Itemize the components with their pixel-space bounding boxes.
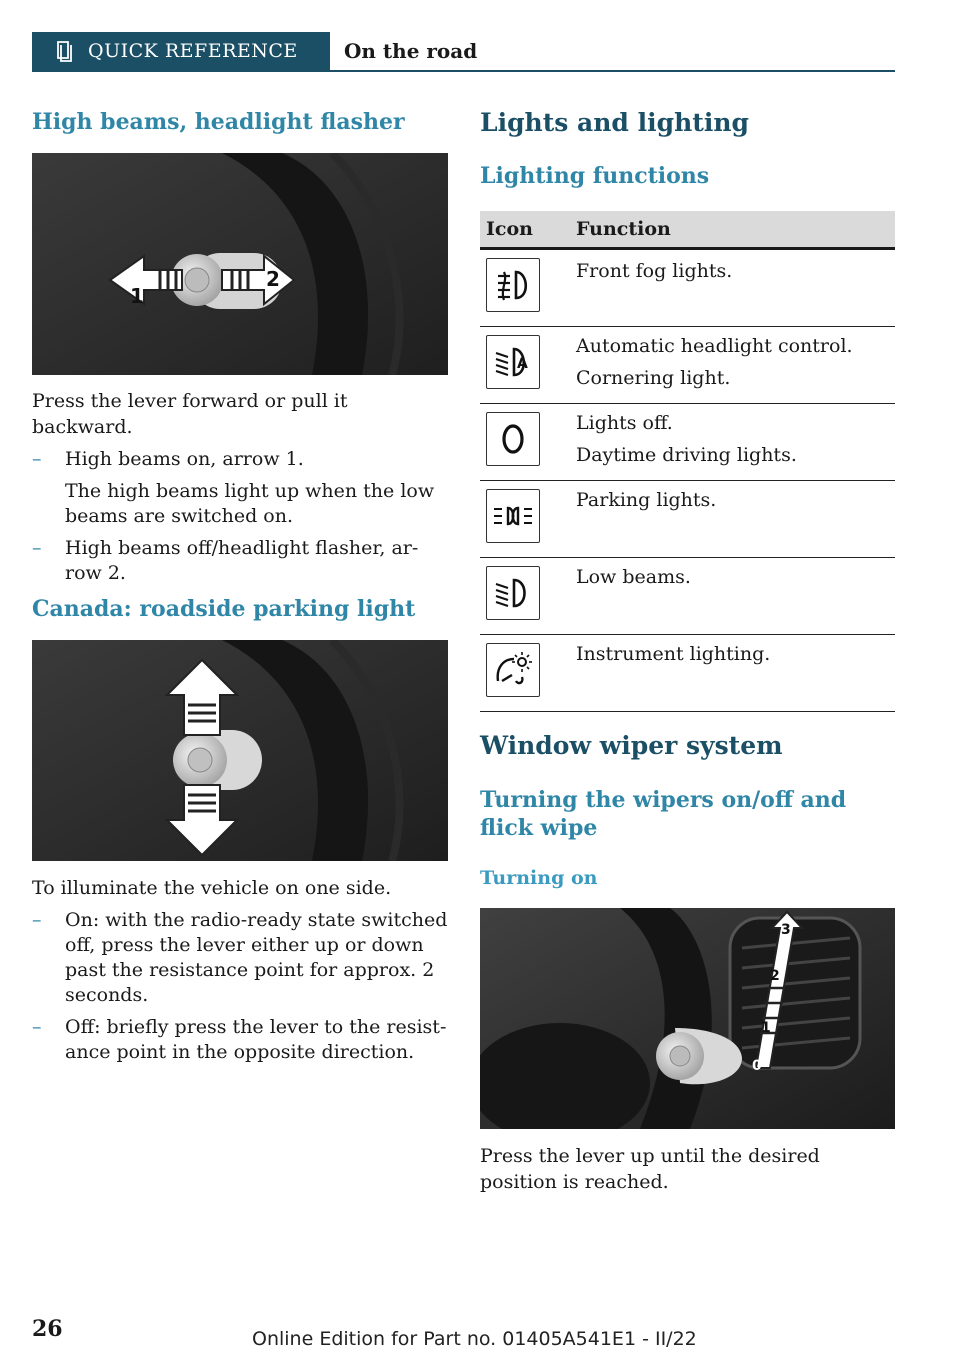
wiper-lever-photo [480, 908, 895, 1129]
function-text: Lights off. [576, 412, 673, 434]
quick-reference-tab[interactable] [32, 32, 330, 70]
function-text: Automatic headlight control. [576, 335, 853, 357]
table-row [480, 558, 895, 635]
table-row [480, 404, 895, 481]
wiper-subheading: Turning the wipers on/off and flick wipe [480, 787, 847, 841]
turning-on-heading: Turning on [480, 867, 598, 889]
high-beams-intro: Press the lever forward or pull it backward. [32, 390, 348, 438]
list-item-text: Off: briefly press the lever to the resist-ance point in the opposite direction. [65, 1016, 447, 1063]
page-number: 26 [32, 1316, 63, 1342]
arrow-2-label: 2 [266, 267, 280, 291]
automatic-headlight-icon [486, 335, 540, 389]
quick-reference-label: QUICK REFERENCE [88, 40, 298, 62]
parking-light-intro: To illuminate the vehicle on one side. [32, 877, 392, 899]
high-beams-heading: High beams, headlight flasher [32, 109, 405, 135]
dash-bullet: – [32, 909, 42, 931]
function-text: Instrument lighting. [576, 643, 771, 665]
dash-bullet: – [32, 537, 42, 559]
lighting-functions-heading: Lighting functions [480, 163, 710, 189]
table-row [480, 327, 895, 404]
function-text: Cornering light. [576, 367, 731, 389]
page-header [32, 32, 895, 72]
table-header-row [480, 211, 895, 249]
instrument-lighting-icon [486, 643, 540, 697]
list-item [32, 1015, 452, 1065]
function-text: Front fog lights. [576, 260, 733, 282]
table-row [480, 481, 895, 558]
wiper-position-0-label: 0 [752, 1058, 762, 1074]
list-item-text: High beams off/headlight flasher, ar-row 2. [65, 537, 419, 584]
list-item [32, 908, 452, 1008]
list-item [32, 447, 452, 529]
table-header-icon: Icon [480, 211, 570, 249]
svg-text:A: A [517, 356, 528, 372]
dash-bullet: – [32, 448, 42, 470]
high-beams-body [32, 388, 452, 586]
table-row [480, 249, 895, 327]
arrow-1-label: 1 [130, 284, 144, 308]
chapter-title: On the road [344, 39, 478, 63]
parking-light-lever-photo [32, 640, 448, 861]
dash-bullet: – [32, 1016, 42, 1038]
list-item-text: High beams on, arrow 1. [65, 448, 304, 470]
lights-off-icon [486, 412, 540, 466]
low-beams-icon [486, 566, 540, 620]
wiper-heading: Window wiper system [480, 731, 783, 760]
parking-light-body [32, 875, 452, 1065]
front-fog-lights-icon [486, 258, 540, 312]
parking-lights-icon [486, 489, 540, 543]
footer-edition: Online Edition for Part no. 01405A541E1 - II/22 [252, 1328, 697, 1350]
wiper-position-3-label: 3 [781, 922, 791, 938]
list-item [32, 536, 452, 586]
high-beams-lever-photo [32, 153, 448, 375]
parking-light-heading: Canada: roadside parking light [32, 596, 416, 622]
wiper-position-2-label: 2 [770, 968, 780, 984]
list-item-text: On: with the radio-ready state switched off, press the lever either up or down past the resistance point for approx. 2 seconds. [65, 909, 448, 1006]
lights-heading: Lights and lighting [480, 108, 749, 137]
wiper-turning-on-text: Press the lever up until the desired position is reached. [480, 1145, 820, 1193]
wiper-position-1-label: 1 [761, 1020, 771, 1036]
function-text: Parking lights. [576, 489, 717, 511]
list-item-subtext: The high beams light up when the low beams are switched on. [65, 480, 435, 527]
table-header-function: Function [570, 211, 895, 249]
table-row [480, 635, 895, 712]
function-text: Daytime driving lights. [576, 444, 797, 466]
lighting-functions-table [480, 211, 895, 712]
book-icon [52, 39, 76, 63]
function-text: Low beams. [576, 566, 691, 588]
